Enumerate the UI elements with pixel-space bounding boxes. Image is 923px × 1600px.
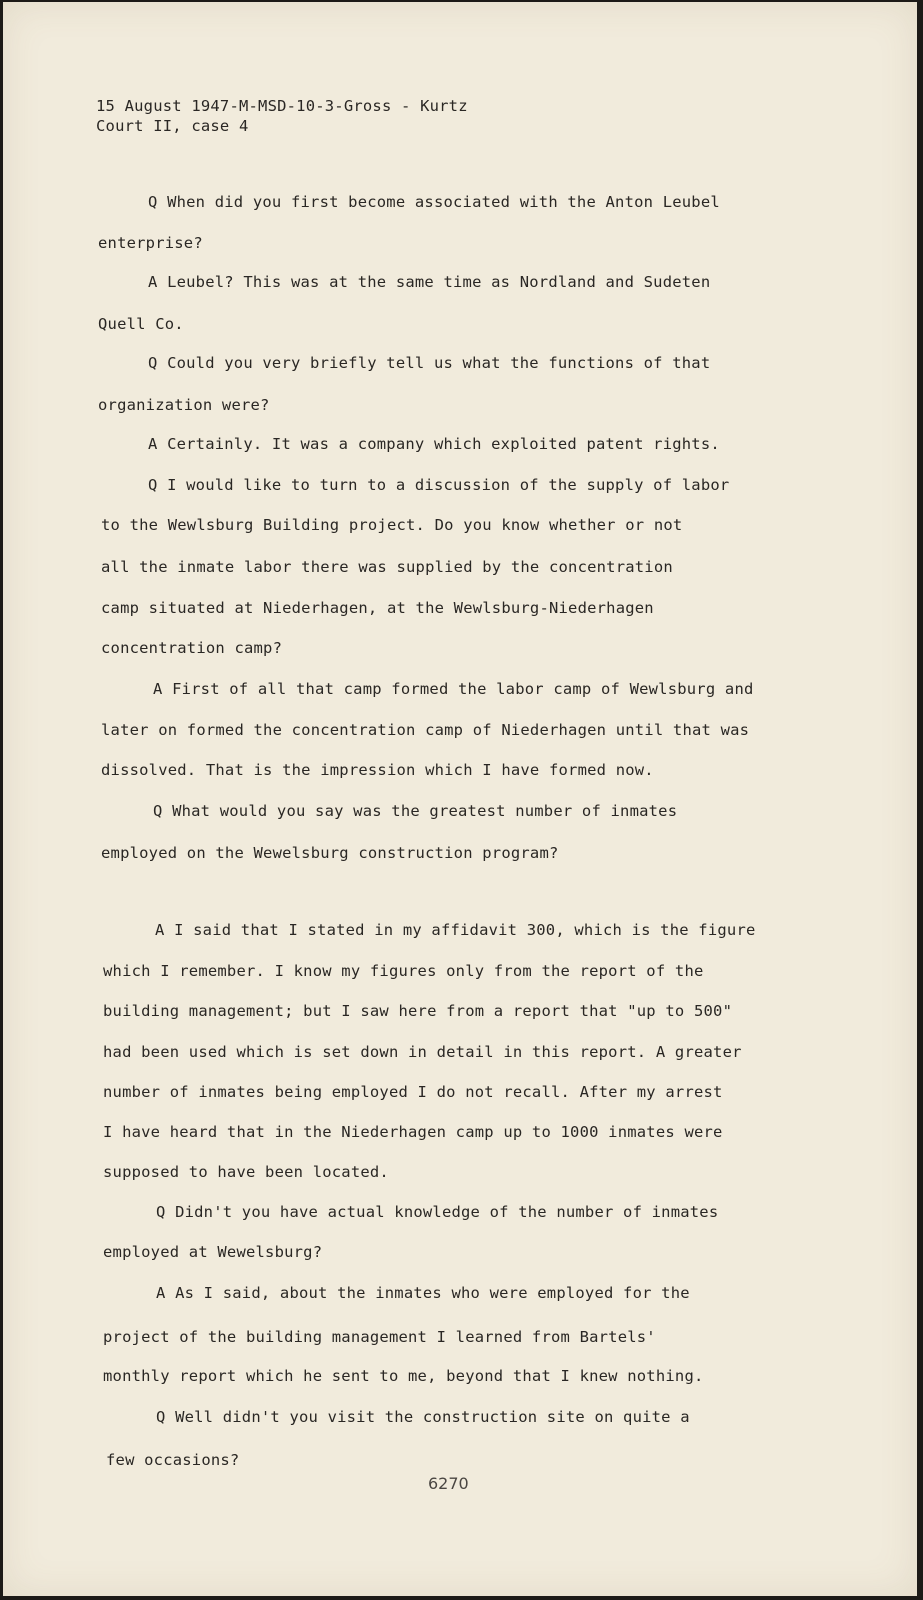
document-page [3,2,917,1596]
transcript-line: supposed to have been located. [103,1163,389,1181]
transcript-line: A As I said, about the inmates who were employed for the [156,1284,690,1302]
transcript-line: Q Could you very briefly tell us what the functions of that [148,354,711,372]
transcript-line: A Certainly. It was a company which exploited patent rights. [148,435,720,453]
transcript-line: I have heard that in the Niederhagen camp up to 1000 inmates were [103,1123,723,1141]
transcript-line: monthly report which he sent to me, beyond that I knew nothing. [103,1367,704,1385]
transcript-line: A I said that I stated in my affidavit 300, which is the figure [155,921,756,939]
transcript-line: building management; but I saw here from a report that "up to 500" [103,1002,733,1020]
transcript-line: organization were? [98,396,270,414]
transcript-line: Q Well didn't you visit the construction site on quite a [156,1408,690,1426]
page-number: 6270 [428,1474,469,1493]
transcript-line: camp situated at Niederhagen, at the Wewlsburg-Niederhagen [101,599,654,617]
transcript-line: concentration camp? [101,639,283,657]
header-date-line: 15 August 1947-M-MSD-10-3-Gross - Kurtz [96,97,468,115]
transcript-line: dissolved. That is the impression which I have formed now. [101,761,654,779]
transcript-line: A First of all that camp formed the labor camp of Wewlsburg and [153,680,754,698]
transcript-line: which I remember. I know my figures only from the report of the [103,962,704,980]
transcript-line: employed on the Wewelsburg construction program? [101,844,559,862]
transcript-line: few occasions? [106,1451,240,1469]
transcript-line: Q When did you first become associated with the Anton Leubel [148,193,720,211]
transcript-line: project of the building management I learned from Bartels' [103,1328,656,1346]
transcript-line: later on formed the concentration camp of Niederhagen until that was [101,721,750,739]
transcript-line: number of inmates being employed I do not recall. After my arrest [103,1083,723,1101]
transcript-line: had been used which is set down in detail in this report. A greater [103,1043,742,1061]
transcript-line: Q Didn't you have actual knowledge of the number of inmates [156,1203,719,1221]
transcript-line: Q What would you say was the greatest number of inmates [153,802,678,820]
transcript-line: to the Wewlsburg Building project. Do you know whether or not [101,516,683,534]
transcript-line: Quell Co. [98,315,184,333]
transcript-line: enterprise? [98,234,203,252]
transcript-line: A Leubel? This was at the same time as Nordland and Sudeten [148,273,711,291]
transcript-line: Q I would like to turn to a discussion of the supply of labor [148,476,730,494]
header-court-line: Court II, case 4 [96,117,249,135]
transcript-line: employed at Wewelsburg? [103,1243,323,1261]
transcript-line: all the inmate labor there was supplied by the concentration [101,558,673,576]
